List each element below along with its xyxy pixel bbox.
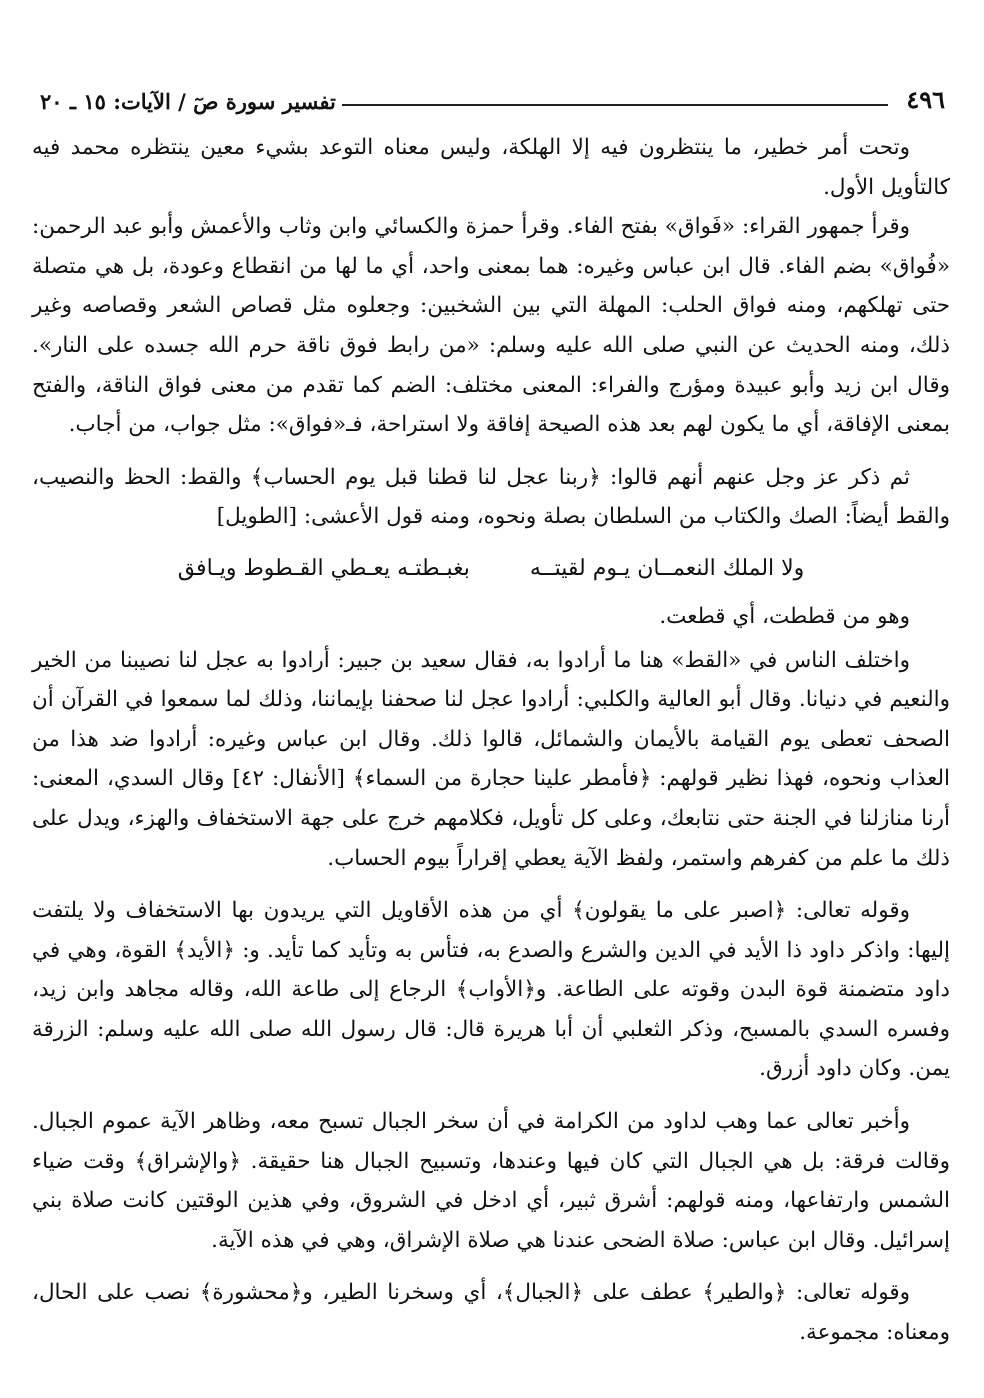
page-header (40, 78, 945, 114)
running-title: تفسير سورة صٓ / الآيات: ١٥ ـ ٢٠ (40, 89, 336, 114)
page-number: ٤٩٦ (906, 85, 945, 114)
paragraph: وأخبر تعالى عما وهب لداود من الكرامة في أن سخر الجبال تسبح معه، وظاهر الآية عموم الجبال. وقالت فرقة: بل هي الجبال التي كان فيها وعندها، وتسبيح الجبال هنا حقيقة. ﴿والإشراق﴾ وقت ضياء الشمس وارتفاعها، ومنه قولهم: أشرق ثبير، أي ادخل في الشروق، وفي هذين الوقتين كانت صلاة بني إسرائيل. وقال ابن عباس: صلاة الضحى عندنا هي صلاة الإشراق، وهي في هذه الآية. (32, 1109, 950, 1253)
paragraph: وهو من قططت، أي قطعت. (659, 603, 910, 629)
verse-second-hemistich: بغبـطتـه يعـطي القـطوط ويـافق (177, 555, 470, 581)
paragraph: ثم ذكر عز وجل عنهم أنهم قالوا: ﴿ربنا عجل لنا قطنا قبل يوم الحساب﴾ والقط: الحظ والنصيب، والقط أيضاً: الصك والكتاب من السلطان بصلة ونحوه، ومنه قول الأعشى: [الطويل] (32, 464, 950, 530)
page-body (32, 128, 950, 1353)
paragraph: واختلف الناس في «القط» هنا ما أرادوا به، فقال سعيد بن جبير: أرادوا به عجل لنا نصيبنا من الخير والنعيم في دنيانا. وقال أبو العالية والكلبي: أرادوا عجل لنا صحفنا بإيماننا، وذلك لما سمعوا في القرآن أن الصحف تعطى يوم القيامة بالأيمان والشمائل، قالوا ذلك. وقال ابن عباس وغيره: أرادوا ضد هذا من العذاب ونحوه، فهذا نظير قولهم: ﴿فأمطر علينا حجارة من السماء﴾ [الأنفال: ٤٢] وقال السدي، المعنى: أرنا منازلنا في الجنة حتى نتابعك، وعلى كل تأويل، فكلامهم خرج على جهة الاستخفاف والهزء، ويدل على ذلك ما علم من كفرهم واستمر، ولفظ الآية يعطي إقراراً بيوم الحساب. (32, 647, 950, 871)
paragraph: وقوله تعالى: ﴿اصبر على ما يقولون﴾ أي من هذه الأقاويل التي يريدون بها الاستخفاف ولا يلتفت إليها: واذكر داود ذا الأيد في الدين والشرع والصدع به، فتأس به وتأيد كما تأيد. و: ﴿الأيد﴾ القوة، وهي في داود متضمنة قوة البدن وقوته على الطاعة. و﴿الأواب﴾ الرجاع إلى طاعة الله، وقاله مجاهد وابن زيد، وفسره السدي بالمسبح، وذكر الثعلبي أن أبا هريرة قال: قال رسول الله صلى الله عليه وسلم: الزرقة يمن. وكان داود أزرق. (32, 898, 951, 1082)
header-rule (342, 104, 889, 106)
paragraph: وقرأ جمهور القراء: «فَواق» بفتح الفاء. وقرأ حمزة والكسائي وابن وثاب والأعمش وأبو عبد الرحمن: «فُواق» بضم الفاء. قال ابن عباس وغيره: هما بمعنى واحد، أي ما لها من انقطاع وعودة، بل هي متصلة حتى تهلكهم، ومنه فواق الحلب: المهلة التي بين الشخبين: وجعلوه مثل قصاص الشعر وقصاصه وغير ذلك، ومنه الحديث عن النبي صلى الله عليه وسلم: «من رابط فوق ناقة حرم الله جسده على النار». وقال ابن زيد وأبو عبيدة ومؤرج والفراء: المعنى مختلف: الضم كما تقدم من معنى فواق الناقة، والفتح بمعنى الإفاقة، أي ما يكون لهم بعد هذه الصيحة إفاقة ولا استراحة، فـ«فواق»: مثل جواب، من أجاب. (32, 214, 951, 438)
paragraph: وتحت أمر خطير، ما ينتظرون فيه إلا الهلكة، وليس معناه التوعد بشيء معين ينتظره محمد فيه كالتأويل الأول. (32, 135, 950, 200)
poetry-verse (32, 551, 950, 587)
paragraph: وقوله تعالى: ﴿والطير﴾ عطف على ﴿الجبال﴾، أي وسخرنا الطير، و﴿محشورة﴾ نصب على الحال، ومعناه: مجموعة. (32, 1280, 950, 1346)
verse-first-hemistich: ولا الملك النعمــان يـوم لقيتــه (529, 555, 805, 581)
